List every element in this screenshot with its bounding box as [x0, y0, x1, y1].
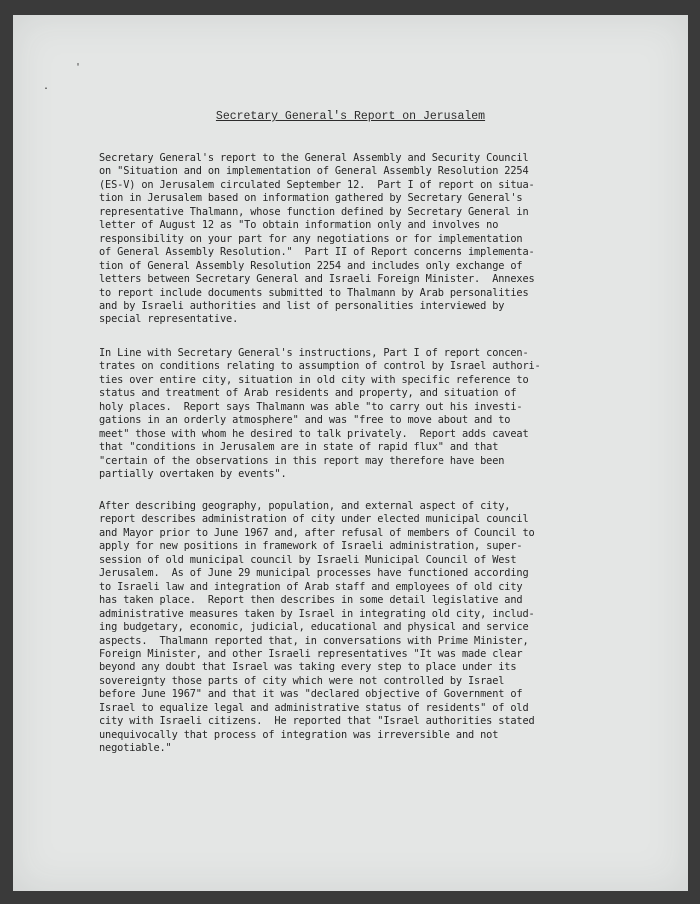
text-line: representative Thalmann, whose function defined by Secretary General in [99, 205, 529, 218]
text-line: beyond any doubt that Israel was taking every step to place under its [99, 661, 517, 674]
text-line: tion in Jerusalem based on information gathered by Secretary General's [99, 192, 523, 205]
text-line: of General Assembly Resolution." Part II of Report concerns implementa- [99, 246, 535, 259]
paragraph-2 [99, 347, 619, 482]
document-title-text: Secretary General's Report on Jerusalem [215, 110, 486, 123]
text-line: ties over entire city, situation in old city with specific reference to [99, 373, 529, 386]
text-line: city with Israeli citizens. He reported that "Israel authorities stated [99, 715, 535, 728]
text-line: letter of August 12 as "To obtain information only and involves no [99, 219, 499, 232]
document-title [13, 110, 688, 123]
text-line: trates on conditions relating to assumption of control by Israel authori- [99, 360, 541, 373]
text-line: gations in an orderly atmosphere" and was "free to move about and to [99, 414, 511, 427]
text-line: tion of General Assembly Resolution 2254 and includes only exchange of [99, 259, 523, 272]
text-line: to Israeli law and integration of Arab staff and employees of old city [99, 580, 523, 593]
stray-mark: ' [75, 62, 82, 73]
text-line: (ES-V) on Jerusalem circulated September 12. Part I of report on situa- [99, 178, 535, 191]
text-line: session of old municipal council by Israeli Municipal Council of West [99, 553, 517, 566]
text-line: meet" those with whom he desired to talk privately. Report adds caveat [99, 427, 529, 440]
text-line: apply for new positions in framework of Israeli administration, super- [99, 540, 523, 553]
text-line: "certain of the observations in this report may therefore have been [99, 454, 505, 467]
text-line: special representative. [99, 313, 239, 326]
paragraph-1 [99, 152, 619, 327]
text-line: and by Israeli authorities and list of personalities interviewed by [99, 299, 505, 312]
text-line: Foreign Minister, and other Israeli representatives "It was made clear [99, 647, 523, 660]
text-line: letters between Secretary General and Israeli Foreign Minister. Annexes [99, 273, 535, 286]
text-line: ing budgetary, economic, judicial, educational and physical and service [99, 621, 529, 634]
text-line: before June 1967" and that it was "declared objective of Government of [99, 688, 523, 701]
stray-mark: . [43, 81, 50, 92]
text-line: unequivocally that process of integration was irreversible and not [99, 728, 499, 741]
text-line: that "conditions in Jerusalem are in state of rapid flux" and that [99, 441, 499, 454]
text-line: administrative measures taken by Israel in integrating old city, includ- [99, 607, 535, 620]
text-line: Israel to equalize legal and administrative status of residents" of old [99, 701, 529, 714]
text-line: sovereignty those parts of city which were not controlled by Israel [99, 674, 505, 687]
text-line: has taken place. Report then describes in some detail legislative and [99, 594, 523, 607]
text-line: After describing geography, population, and external aspect of city, [99, 500, 511, 512]
text-line: Jerusalem. As of June 29 municipal processes have functioned according [99, 567, 529, 580]
text-line: negotiable." [99, 742, 172, 755]
text-line: responsibility on your part for any negotiations or for implementation [99, 232, 523, 245]
paragraph-3 [99, 500, 619, 756]
text-line: status and treatment of Arab residents and property, and situation of [99, 387, 517, 400]
text-line: Secretary General's report to the General Assembly and Security Council [99, 152, 529, 164]
text-line: In Line with Secretary General's instructions, Part I of report concen- [99, 347, 529, 359]
text-line: aspects. Thalmann reported that, in conversations with Prime Minister, [99, 634, 529, 647]
document-page [13, 15, 688, 891]
text-line: report describes administration of city under elected municipal council [99, 513, 529, 526]
text-line: partially overtaken by events". [99, 468, 287, 481]
text-line: and Mayor prior to June 1967 and, after refusal of members of Council to [99, 526, 535, 539]
text-line: on "Situation and on implementation of General Assembly Resolution 2254 [99, 165, 529, 178]
text-line: holy places. Report says Thalmann was able "to carry out his investi- [99, 400, 523, 413]
text-line: to report include documents submitted to Thalmann by Arab personalities [99, 286, 529, 299]
